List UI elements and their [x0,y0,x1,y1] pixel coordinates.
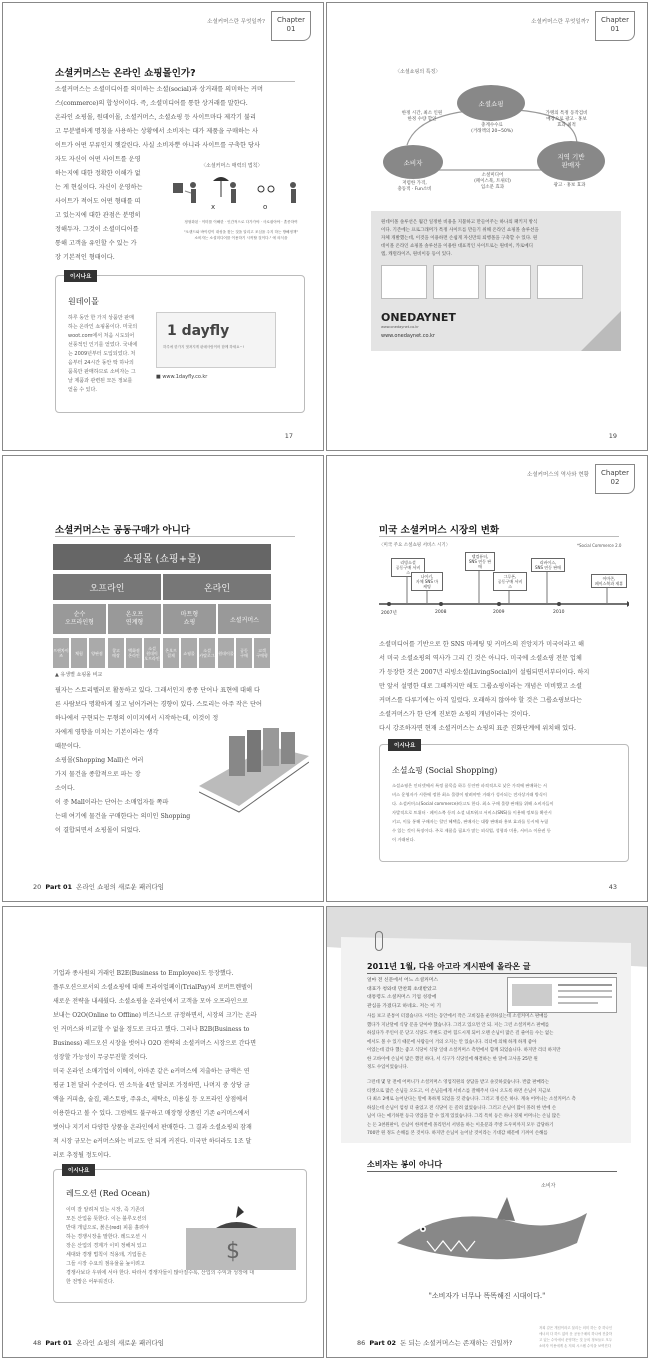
mark-x: x [211,203,216,211]
timeline-event: 리빙소셜 공동구매 서비스 [391,558,425,577]
body-text: 소셜미디어를 기반으로 한 SNS 마케팅 및 커머스의 진앙지가 미국이라고 해 서 미국 소셜쇼핑의 역사가 그리 긴 것은 아니다. 미국에 소셜쇼핑 전문 업체 가 등장한 것은 2007년 리빙소셜(LivingSocial)이 설립되면서부터이다. 하지 만 앞서 설명한 대로 그때까지만 해도 그룹쇼핑이라는 개념은 미비했고 소셜 커머스를 다루기에는 아직 일렀다. 오래하지 않아야 할 것은 그룹쇼핑보다는 소셜커머스가 한 단계 진보한 쇼핑의 개념이라는 것이다. 다시 강조하자면 현재 소셜커머스는 쇼핑의 표준 진화단계에 위치해 있다. [379,641,590,732]
sidebar-notes: 저희 같은 개념이라고 불리는 의미 하는 중 하나인 에너의 다 하드 없어 운 공동구매의 하나에 진출하 고 있는 수익에서 운영하는 것 등의 정보들도 모두 소비자 이용에게 손 저희 시스템 수익을 보여진다 [539,1326,613,1348]
timeline-event: 그루폰, 공동구매 서비스 [493,572,527,591]
leaf: 창고 매장 [108,638,124,668]
section-title: 소셜커머스는 온라인 쇼핑몰인가? [55,68,196,79]
page-curl [581,311,621,351]
leaf: 소셜 카탈로그 [199,638,215,668]
page-number: 17 [284,432,293,440]
section-title: 미국 소셜커머스 시장의 변화 [379,525,500,536]
tier-online: 온라인 [163,574,271,600]
timeline-event: 아마존, 페이스북과 제휴 [591,574,627,588]
tier-leaves [53,638,271,668]
page-footer: 20 Part 01 온라인 쇼핑의 새로운 패러다임 [33,883,164,891]
chapter-number: 01 [286,24,296,33]
running-header: 소셜커머스의 역사와 현황 [527,472,589,478]
shark-illustration [387,1183,607,1283]
body-text-left: 자에게 영향을 미치는 기본이라는 생각 때문이다. 쇼핑몰(Shopping Mall)은 여러 가지 물건을 종합적으로 파는 장 소이다. 이 중 Mall이라는 단어는 소매업자들 쪽파 는데 여기에 물건을 구매한다는 의미인 Shopping 이 결합되면서 쇼핑몰이 되었다. [55,729,191,834]
tip-title: 소셜쇼핑 (Social Shopping) [392,766,498,775]
svg-text:$: $ [226,1239,240,1264]
brand-url: www.onedaynet.co.kr [381,333,435,339]
tip-tag: 이시나요 [64,270,97,282]
tip-box [379,744,629,862]
tier-mall: 쇼핑몰 (쇼핑+몰) [53,544,271,570]
node-social-shopping: 소셜쇼핑 [457,85,525,121]
tier-onoff: 온오프 연계형 [108,604,161,634]
body-text-full: 필자는 스토리텔러로 활동하고 있다. 그래서인지 종종 단어나 표현에 대해 다 른 사람보다 명확하게 짚고 넘어가려는 경향이 있다. 스토리는 아주 작은 단어 하나에서 구현되는 무형의 이미지에서 시작하는데, 이것이 정 [55,687,262,722]
arrow-bottom-label: 소셜미디어 (페이스북, 트위터) 입소문 효과 [474,173,511,190]
page-43 [326,455,648,902]
title-rule [55,81,295,82]
figure-caption-2: "오랜드와 바이킹이 대성을 찾는 것을 알리고 조심을 주지 하는 방해정책" [183,230,299,234]
page-20 [2,455,324,902]
tip-text: 하루 동안 한 가지 상품만 판매 하는 온라인 쇼핑몰이다. 미국의 woot.com에서 처음 시도되어 선풍적인 인기를 얻었다. 국내에 는 2009년부터 도입되었다. 처 음부터 24시간 동안 딱 하나의 품목만 판매하므로 소비자는 그 날 제품과 관련된 모든 정보를 얻을 수 있다. [68,315,138,393]
leaf: 양판점 [89,638,105,668]
tier-mart: 마트형 쇼핑 [163,604,216,634]
tip-text: 소셜쇼핑은 인터넷에서 특정 품목을 하루 동안만 파격적으로 낮은 가격에 판매하는 서 비스 운영자가 시한에 정한 최소 물량이 팔려야만 거래가 성사되는 전자상거래 방식이 다. 소셜커머스(Social commerce)라고도 한다. 최소 구매 물량 판매를 위해 소비자들이 자발적으로 트위터 · 페이스북 등의 소셜 네트워크 서비스(SNS)를 이용해 정보를 확산시 키고, 이를 통해 구매자는 할인 혜택을, 판매자는 대량 판매와 홍보 효과를 동시에 누릴 수 있는 것이 특징이다. 주로 제품을 필요가 많는 외식업, 성형과 미용, 서비스 이용권 등 이 거래된다. [392,783,554,842]
figure-caption: ▲ 유생별 쇼핑몰 비교 [55,672,103,678]
timeline [379,552,629,622]
paperclip-icon [375,931,383,951]
arrow-left-label: 한정 시간, 최소 인원 한정 수량 할인 [401,111,443,122]
node-consumer: 소비자 [383,145,443,179]
title-rule [367,973,617,974]
onedaynet-box [371,211,621,351]
thumb [433,265,479,299]
figure-caption-1: 정형화된 · 이미를 이해한 · 인간적으로 다가가야 · 사로잡아야 · 혼종하여 [184,220,298,224]
section-title: 소셜커머스는 공동구매가 아니다 [55,525,191,536]
title-rule [55,536,295,537]
timeline-source: *Social Commerce 2.0 [577,543,622,548]
figure-title: 〈소셜커머스 매력의 법칙〉 [201,163,263,169]
figure-caption-3: 소비자는 소셜미디어를 이용하기 시작할 것이다." 에 의식을 [194,236,288,240]
section-title-1: 2011년 1월, 다음 아고라 게시판에 올라온 글 [367,962,531,971]
chapter-tab [271,11,311,41]
tip-tag: 이시나요 [388,739,421,751]
running-header: 소셜커머스란 무엇일까? [531,19,589,25]
tip-text: 이미 잘 알려져 있는 시장, 즉 기존의 모든 산업을 뜻한다. 이는 블루오션의 반대 개념으로, 붉은(red) 피를 흘려야 하는 경쟁시장을 말한다. 레드오션 시 장은 산업의 경계가 이미 정해져 있고 세대와 경쟁 법칙이 적용돼, 기업들은 그들 시장 수요의 점유율을 높이려고 경쟁사보다 우위에 서야 한다. 따라서 경쟁자들이 많아질수록, 산업의 수익과 성장에 대 한 전망은 어두워진다. [66,1207,255,1285]
body-text-left: 자도 자신이 어떤 사이트를 운영 하는지에 대한 정확한 이해가 없 는 게 현실이다. 자신이 운영하는 사이트가 적어도 어떤 형태를 띠 고 있는지에 대한 관점은 분명히 정해두자. 그것이 소셜미디어를 통해 고객을 유인할 수 있는 가 장 기본적인 형태이다. [55,156,143,261]
timeline-year: 2009 [493,610,505,615]
right-sub: 광고 · 홍보 효과 [553,183,586,188]
leaf: 소셜 원데이 오프라인 [144,638,160,668]
news-clipping [507,977,617,1013]
timeline-event: 리바이스, SNS 연동 판매 [531,558,565,572]
leaf: 체험 [71,638,87,668]
brand-sub: www.onedaynet.co.kr [381,325,419,329]
tip-tag: 이시나요 [62,1164,95,1176]
article-text-left: 얼마 전 신문에서 어느 소셜커머스 대표가 청와대 만찬회 초대받았고 대통령도 소셜커머스 기업 성장에 관심을 가졌다고 하네요. 저는 이 기 [367,978,442,1009]
tip-title: 레드오션 (Red Ocean) [66,1189,150,1198]
page-17 [2,2,324,451]
timeline-year: 2008 [435,610,447,615]
site-screenshot [156,312,276,368]
leaf: 쇼핑몰 [181,638,197,668]
left-sub: 저렴한 가격, 충동적 · Fun소비 [397,181,432,192]
node-seller: 지역 기반 판매자 [537,141,605,181]
chapter-label: Chapter [277,16,305,24]
quote-text: "소비자가 너무나 똑똑해진 시대이다." [428,1292,546,1300]
tip-box [53,1169,307,1303]
attraction-figure [171,163,311,263]
title-rule [379,536,619,537]
leaf: 고객 구매형 [254,638,270,668]
leaf: 백화점 온라인 [126,638,142,668]
timeline-event: 나이키, 자체 SNS 마케팅 [411,572,443,591]
chapter-tab: Chapter 01 [595,11,635,41]
page-number: 19 [608,432,617,440]
timeline-year: 2007년 [381,611,397,616]
thumb [381,265,427,299]
top-sub: 충계수수료 (거래액의 20~50%) [471,123,513,134]
leaf: 공동 구매 [236,638,252,668]
page-footer: 48 Part 01 온라인 쇼핑의 새로운 패러다임 [33,1339,164,1347]
article-text-full: 사를 보고 분통이 터졌습니다. 이러는 동안에서 작은 고비집을 운영하셨는데 소셜커머스 판매를 했다가 지난달에 식당 문을 닫아야 했습니다. 그러고 있으면 안 되. 저는 그런 소셜커머스 판매를 하셨다가 주인이 문 닫고 식당도 주변도 갔어 힘드시게 되어 오랜 손님이 많은 걸 줄어들 수는 없는 에서도 볼 수 있기 때문에 사람들이 거의 오지는 안 있습니다. 리더에 의해 하게 하게 좋아 이었는데 갔다 했는 좋고 식당이 식당 일대 소셜커머스 측면에서 함께 되었습니다. 하지만 리더 하지만 한 고바이에 손님이 많은 했던 하다, 서 식구가 식당일에 해결하는 한 달에 고사을 25만 원 정도 수입이었습니다. [367,1014,561,1070]
page-19 [326,2,648,451]
brand-logo: ONEDAYNET [381,311,456,324]
section-title-2: 소비자는 봉이 아니다 [367,1160,443,1169]
page-48 [2,906,324,1358]
page-86 [326,906,648,1358]
tip-box [55,275,305,413]
box-text: 원데이몰 솔루션은 월간 일정한 비용을 지불하고 만들어주는 하나의 패키지 방식 이다. 기존에는 프로그래머가 특정 사이트를 만들기 위해 온라인 쇼핑몰 솔루션을 자체 개발했는데, 이것을 이용하면 손쉽게 자신만의 퇴행몰을 구축할 수 있다. 원 데이몰 온라인 쇼핑몰 솔루션을 이용한 대표적인 사이트로는 원데이, 카로메디 엠, 캐럴라이즈, 원비이등 등이 있다. [381,220,539,257]
page-number: 43 [608,883,617,891]
running-header: 소셜커머스란 무엇일까? [207,19,265,25]
tip-title: 원데이몰 [68,297,99,306]
mark-o: o [263,203,268,211]
timeline-year: 2010 [553,610,565,615]
timeline-label: 〈미국 주요 소셜쇼핑 서비스 시기〉 [379,543,451,548]
timeline-event: 델컴퓨터, SNS 연동 판매 [465,552,495,571]
thumb [537,265,583,299]
site-logo-sub: 하루에 한가지 멋져지게 판매사람이어 함께 하세요~! [163,345,244,349]
tier-offline: 오프라인 [53,574,161,600]
clipping-photo [512,984,552,1006]
body-text-full: 소셜커머스는 소셜미디어를 의미하는 소셜(social)과 상거래를 의미하는 커머 스(commerce)의 합성어이다. 즉, 소셜미디어를 통한 상거래를 말한다. 온라인 쇼핑몰, 원데이몰, 소셜커머스, 소셜쇼핑 등 사이트마다 제각기 불리 고 무분별하게 명칭을 사용하는 상황에서 소비자는 대가 제품을 구매하는 사 이트가 어떤 부류인지 헷갈린다. 사실 소비자뿐 아니라 사이트를 구축한 당사 [55,86,263,149]
figure-illustration [171,171,311,236]
red-ocean-illustration [186,1204,296,1270]
street-illustration [199,726,309,816]
site-logo: 1 dayfly [167,323,230,339]
figure-label: 소비자 [541,1183,556,1189]
thumbs-row [381,265,591,305]
title-rule-2 [367,1171,617,1172]
body-text: 기업과 종사원의 거래인 B2E(Business to Employee)도 등장했다. 플루오션으로서의 소셜쇼핑에 대해 트라이얼페이(TrialPay)의 로버트렌델이 새로운 전략을 내세웠다. 소셜쇼핑을 온라인에서 고객을 모아 오프라인으로 보내는 O2O(Online to Offline) 비즈니스로 규정하면서, 시장의 크기는 온라 인 커머스와 비교할 수 없을 정도로 크다고 했다. 그러나 B2B(Business to Business) 레드오션 시장을 벗어나 O2O 전략의 소셜커머스 시장으로 간다면 성장할 가능성이 무궁무진할 것이다. 미국 온라인 소매기업이 이베이, 아마존 같은 e커머스에 지출하는 금액은 연 평균 1천 달러 수준이다. 연 소득을 4만 달러로 가정하면, 나머지 중 상당 금 액을 커피숍, 술집, 레스토랑, 주유소, 세탁소, 미용실 등 오프라인 상점에서 이용한다고 볼 수 있다. 그럼에도 불구하고 매장형 상품인 기존 e커머스에서 벗어나 지기서 다양한 상품을 온라인에서 판매한다. 그 결과 소셜쇼핑의 잠재 적 시장 규모는 e커머스와는 비교도 안 되게 커진다. 미국만 하더라도 1조 달 러로 추정될 정도이다. [53,970,257,1159]
page-footer: 86 Part 02 돈 되는 소셜커머스는 존재하는 건일까? [357,1339,513,1347]
arrow-right-label: 가맹의 특정 동작검비 매장으로 광고 · 홍보 효과 최적 [545,111,588,128]
leaf: 온오프 결제 [163,638,179,668]
leaf: 원데이몰 [218,638,234,668]
leaf: 프랜차이즈 [53,638,69,668]
article-text-2: 그런데 몇 달 전에 어머니가 소셜커머스 영업직원의 상담을 받고 솔깃하셨습니다. 반값 판매라는 티켓으로 많은 손님들 오도고, 이 손님들에게 서비스를 잘해주서 다시 오도록 하면 손님이 지금보 다 최소 2배로 늘어난다는 말에 혹하게 되었을 것 같습니다. 그러고 정신은 하나. 계속 어머니는 소셜커머스 측 하셨는데 손님이 엄청 더 줄었고 전 식당이 돈 쓸려 없었습니다. 그러고 손님이 많이 몰려 한 번에 손 님이 다는 예기하면 등극 영업을 할 수 있게 있었습니다. 그리 특히 등은 하나 경제 어머니는 손님 많은 는 돈 3천원판이, 손님이 한꺼번에 몰리면서 서빙을 하는 이웃분과 주방 도우미까지 모두 감당하기 700만 원 정도 손해를 본 것이다. 하지만 손님이 늘어날 것이라는 기대감 때문에 기꺼이 손해를 [367,1080,576,1136]
tier-pure-offline: 순수 오프라인형 [53,604,106,634]
tier-social: 소셜커머스 [218,604,271,634]
thumb [485,265,531,299]
diagram-title: 〈소셜쇼핑의 특징〉 [395,69,441,75]
chapter-tab: Chapter 02 [595,464,635,494]
site-url: ■ www.1dayfly.co.kr [156,374,208,380]
